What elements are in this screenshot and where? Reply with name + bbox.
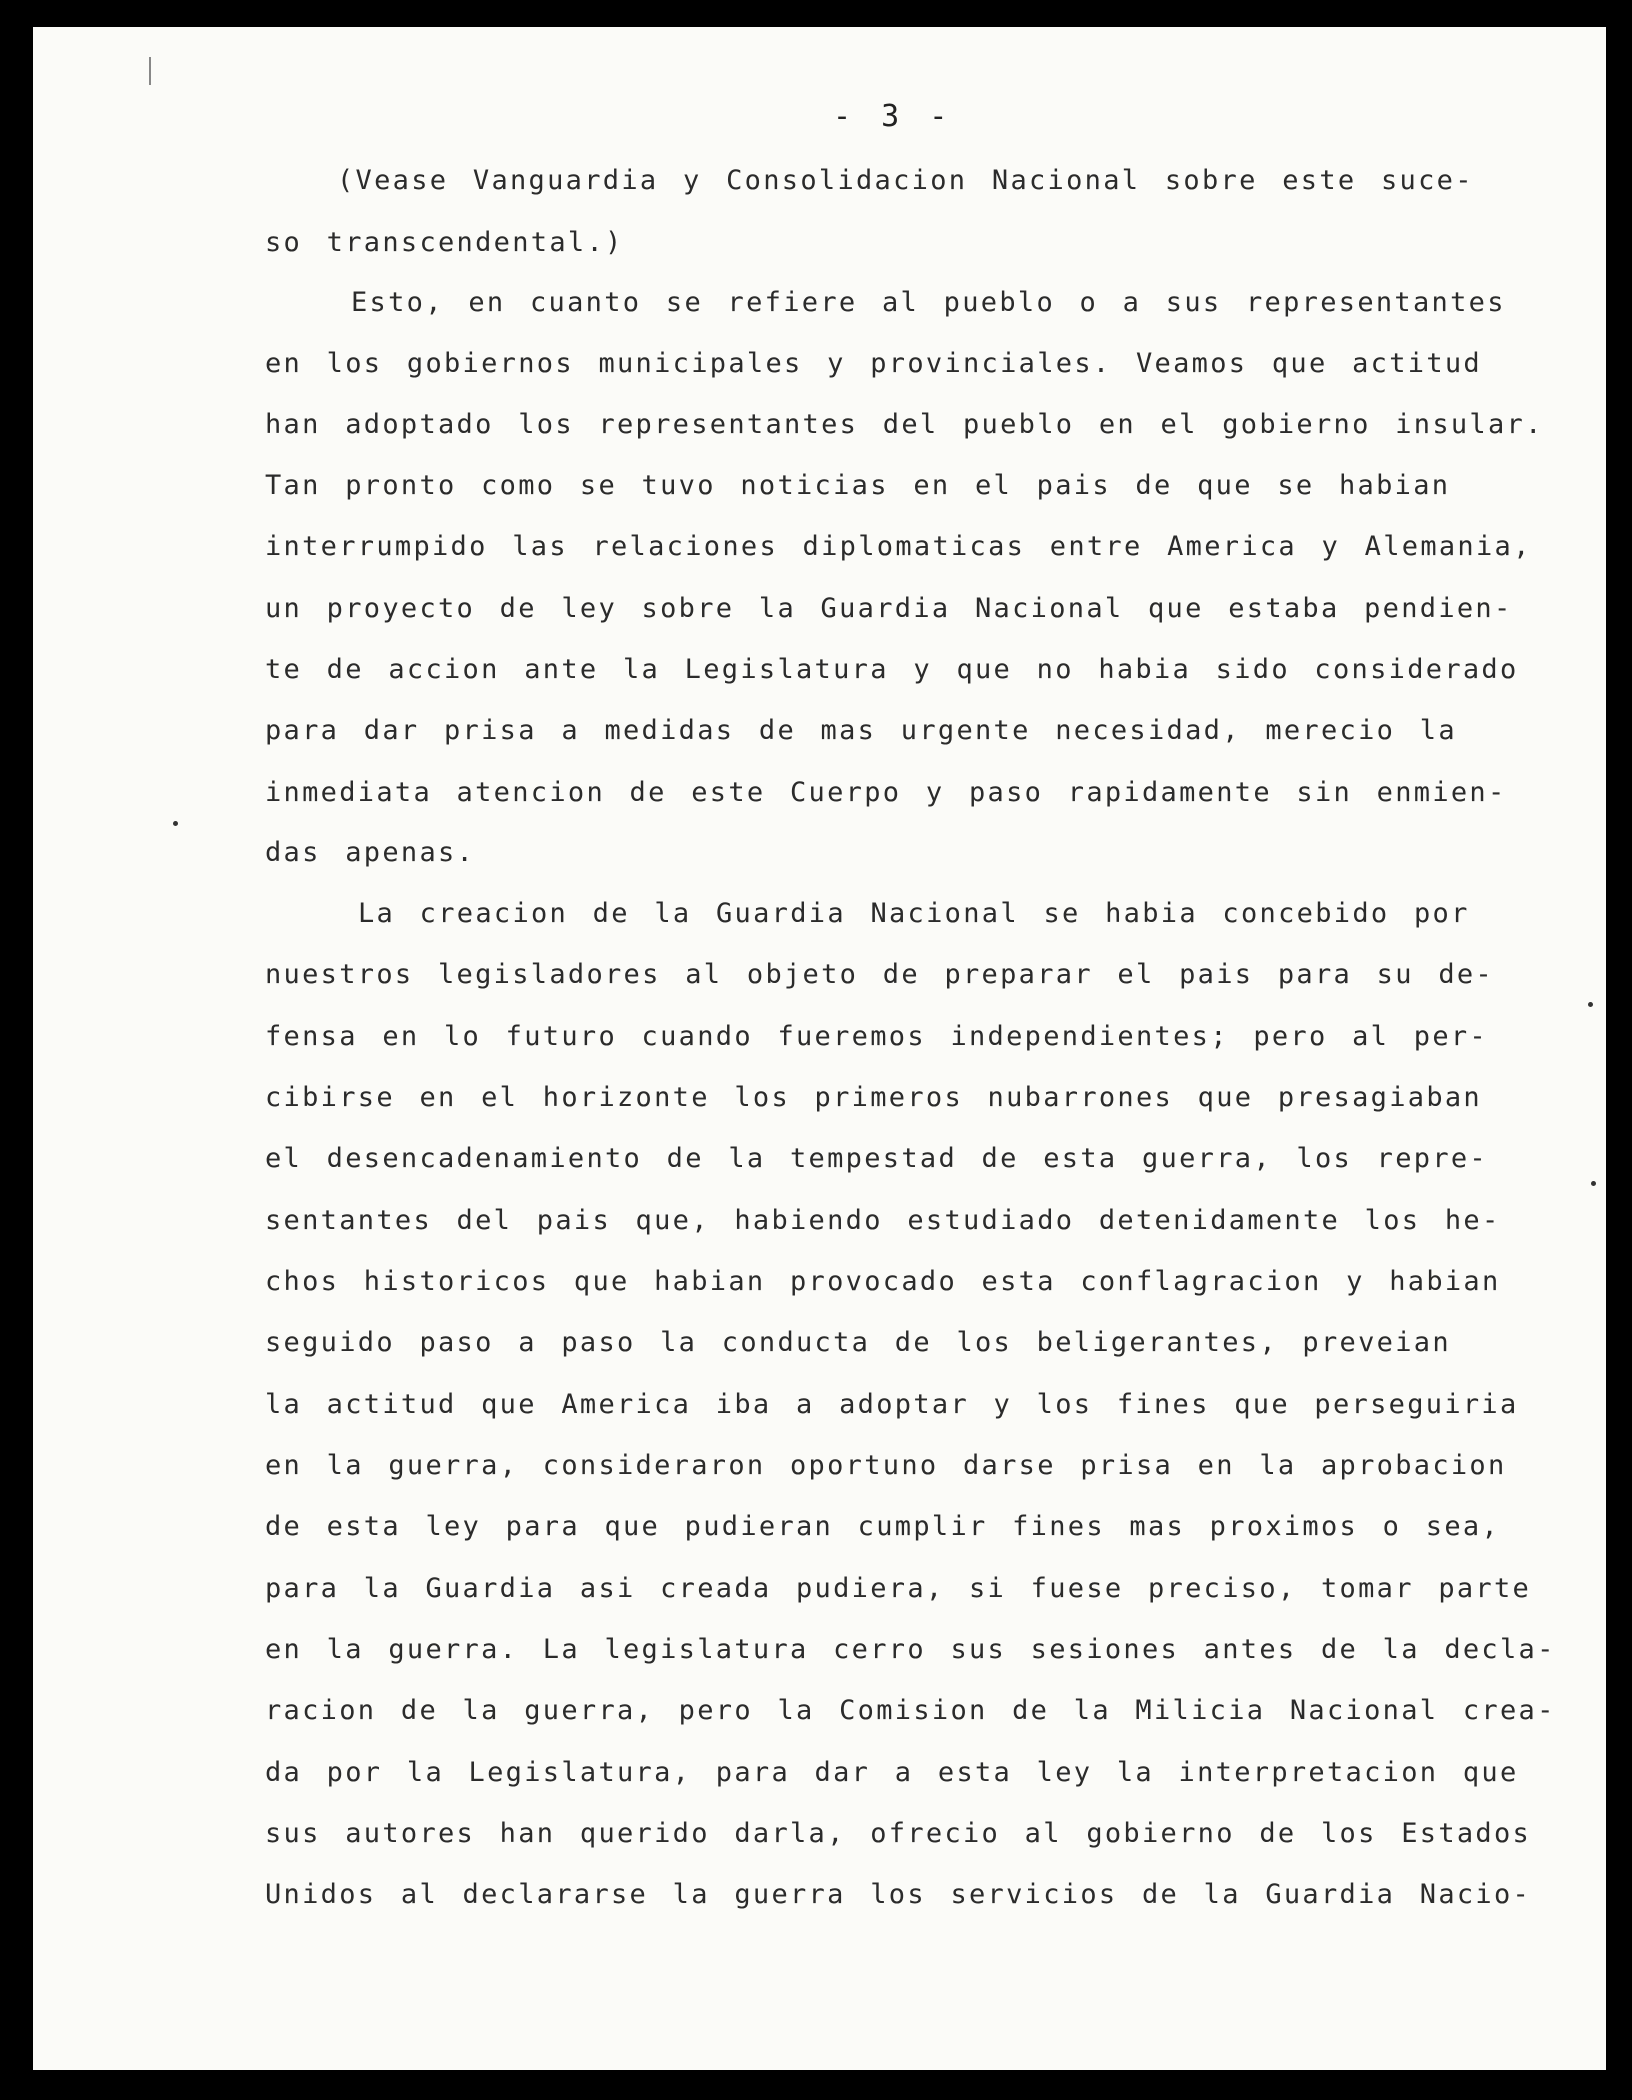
text-line: Tan pronto como se tuvo noticias en el pais de que se habian [265, 470, 1451, 501]
text-line: de esta ley para que pudieran cumplir fines mas proximos o sea, [265, 1511, 1500, 1542]
text-line: interrumpido las relaciones diplomaticas entre America y Alemania, [265, 531, 1532, 562]
text-line: nuestros legisladores al objeto de preparar el pais para su de- [265, 959, 1494, 990]
text-line: so transcendental.) [265, 227, 624, 258]
scan-mark [1591, 1181, 1596, 1186]
text-line: chos historicos que habian provocado esta conflagracion y habian [265, 1266, 1501, 1297]
text-line: en los gobiernos municipales y provinciales. Veamos que actitud [265, 348, 1482, 379]
text-line: para dar prisa a medidas de mas urgente necesidad, merecio la [265, 715, 1457, 746]
text-line: te de accion ante la Legislatura y que no habia sido considerado [265, 654, 1519, 685]
text-line: seguido paso a paso la conducta de los beligerantes, preveian [265, 1327, 1451, 1358]
text-line: la actitud que America iba a adoptar y los fines que perseguiria [265, 1389, 1519, 1420]
text-line: para la Guardia asi creada pudiera, si fuese preciso, tomar parte [265, 1573, 1532, 1604]
text-line: (Vease Vanguardia y Consolidacion Nacional sobre este suce- [337, 165, 1474, 196]
text-line: un proyecto de ley sobre la Guardia Nacional que estaba pendien- [265, 593, 1513, 624]
text-line: da por la Legislatura, para dar a esta ley la interpretacion que [265, 1757, 1519, 1788]
scan-mark [149, 57, 151, 85]
text-line: en la guerra, consideraron oportuno darse prisa en la aprobacion [265, 1450, 1507, 1481]
text-line: racion de la guerra, pero la Comision de la Milicia Nacional crea- [265, 1695, 1556, 1726]
text-line: en la guerra. La legislatura cerro sus sesiones antes de la decla- [265, 1634, 1556, 1665]
scan-mark [1588, 1002, 1593, 1007]
page-number: - 3 - [833, 99, 954, 134]
text-line: cibirse en el horizonte los primeros nubarrones que presagiaban [265, 1082, 1482, 1113]
text-line: das apenas. [265, 837, 476, 868]
scan-mark [173, 821, 178, 826]
text-line: inmediata atencion de este Cuerpo y paso rapidamente sin enmien- [265, 777, 1507, 808]
text-line: sentantes del pais que, habiendo estudiado detenidamente los he- [265, 1205, 1501, 1236]
document-page [33, 27, 1606, 2070]
text-line: La creacion de la Guardia Nacional se habia concebido por [358, 898, 1470, 929]
text-line: Esto, en cuanto se refiere al pueblo o a sus representantes [351, 287, 1506, 318]
text-line: han adoptado los representantes del pueblo en el gobierno insular. [265, 409, 1544, 440]
text-line: fensa en lo futuro cuando fueremos independientes; pero al per- [265, 1021, 1488, 1052]
text-line: el desencadenamiento de la tempestad de esta guerra, los repre- [265, 1143, 1488, 1174]
text-line: Unidos al declararse la guerra los servicios de la Guardia Nacio- [265, 1879, 1532, 1910]
text-line: sus autores han querido darla, ofrecio al gobierno de los Estados [265, 1818, 1532, 1849]
